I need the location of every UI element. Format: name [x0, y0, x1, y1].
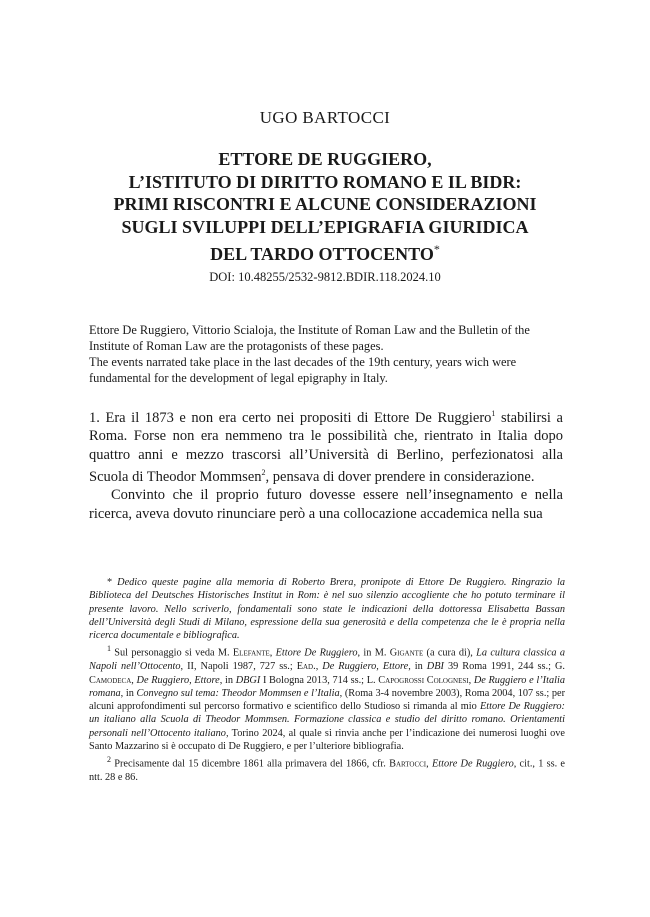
title-line: SUGLI SVILUPPI DELL’EPIGRAFIA GIURIDICA — [121, 216, 529, 237]
author-name: UGO BARTOCCI — [259, 108, 391, 127]
footnote-text: , cit., 1 ss. e ntt. 28 e 86. — [89, 758, 565, 783]
body-text — [89, 405, 563, 523]
doi: DOI: 10.48255/2532-9812.BDIR.118.2024.10 — [209, 270, 441, 284]
work-title: DBI — [426, 661, 444, 673]
title-line-text: DEL TARDO OTTOCENTO — [210, 244, 434, 264]
footnote-text: , — [131, 674, 137, 686]
abstract — [89, 322, 564, 386]
author-ref: Bartocci — [389, 758, 427, 770]
footnote-text: Dedico queste pagine alla memoria di Roberto Brera, pronipote di Ettore De Ruggiero. Ringrazio la Biblioteca del Deutsches Historisches Institut in Rom: è nel suo silenzio accogliente che ho potuto terminare il presente lavoro. Nello scriverlo, fondamentali sono state le indicazioni della dottoressa Elisabetta Bassan dell’Università degli Studi di Milano, espressione della sua generosità e della competenza che le è propria nella ricerca documentale e bibliografica. — [89, 577, 565, 642]
work-title: De Ruggiero e l’Italia romana — [89, 674, 565, 699]
author-ref: Ead. — [296, 661, 316, 673]
footnote-text: , — [426, 758, 432, 770]
footnote-text: I Bologna 2013, 714 ss.; L. — [260, 674, 379, 686]
footnote-text: 39 Roma 1991, 244 ss.; G. — [443, 661, 565, 673]
footnote-text: , in — [408, 661, 427, 673]
title-footnote-mark[interactable]: * — [433, 242, 440, 256]
footnote-text: , — [269, 647, 276, 659]
footnote-mark: 2 — [107, 755, 111, 765]
footnote-text: (Roma 3-4 novembre 2003), Roma 2004, 107 ss.; per alcuni approfondimenti sul percorso formativo e scientifico dello Studioso si rimanda al mio — [89, 687, 566, 713]
work-title: La cultura classica a Napoli nell’Ottocento — [89, 647, 565, 673]
work-title: De Ruggiero, Ettore — [322, 661, 409, 673]
footnote-ref-1[interactable]: 1 — [491, 409, 496, 418]
abstract-paragraph: The events narrated take place in the last decades of the 19th century, years wich were fundamental for the development of legal epigraphy in Italy. — [89, 355, 517, 385]
footnote-text: Sul personaggio si veda M. — [114, 647, 233, 659]
author-ref: Elefante — [232, 647, 270, 659]
work-title: Convegno sul tema: Theodor Mommsen e l’Italia, — [136, 687, 343, 699]
title-line-last — [60, 238, 590, 266]
title-line: ETTORE DE RUGGIERO, — [218, 149, 432, 169]
author-ref: Camodeca — [89, 674, 132, 686]
body-paragraph — [89, 405, 563, 486]
author-ref: Capogrossi Colognesi — [378, 674, 469, 686]
footnote-mark: 1 — [107, 644, 111, 654]
article-title — [60, 148, 590, 266]
footnote-text: Torino 2024, al quale si rinvia anche per l’indicazione dei numerosi luoghi ove Santo Mazzarino si è occupato di De Ruggiero, e per l’ulteriore bibliografia. — [89, 727, 565, 752]
footnote-1 — [89, 642, 565, 753]
work-title: Ettore De Ruggiero: un italiano alla Scuola di Theodor Mommsen. Formazione classica e studio del diritto romano. Orientamenti personali nell’Ottocento italiano, — [89, 701, 565, 739]
footnote-text: , in M. — [357, 647, 390, 659]
footnote-text: (a cura di), — [423, 647, 477, 659]
footnote-ref-2[interactable]: 2 — [261, 468, 266, 478]
footnote-text: , — [468, 674, 474, 686]
footnote-2 — [89, 753, 565, 784]
footnote-text: Precisamente dal 15 dicembre 1861 alla primavera del 1866, cfr. — [114, 758, 390, 770]
footnotes — [89, 576, 565, 784]
work-title: DBGI — [235, 674, 261, 686]
footnote-text: , II, Napoli 1987, 727 ss.; — [180, 661, 297, 673]
footnote-text: , in — [219, 674, 236, 686]
body-paragraph: Convinto che il proprio futuro dovesse essere nell’insegnamento e nella ricerca, aveva dovuto rinunciare però a una collocazione accademica nella sua — [89, 487, 563, 522]
author-ref: Gigante — [389, 647, 424, 659]
body-text-span: 1. Era il 1873 e non era certo nei propositi di Ettore De Ruggiero — [89, 409, 492, 426]
work-title: Ettore De Ruggiero — [431, 758, 514, 770]
work-title: Ettore De Ruggiero — [275, 647, 358, 659]
body-text-span: stabilirsi a Roma. Forse non era nemmeno tra le possibilità che, rientrato in Italia dopo quattro anni e mezzo trascorsi all’Università di Berlino, perfezionatosi alla Scuola di Theodor Mommsen — [89, 409, 563, 485]
title-line: L’ISTITUTO DI DIRITTO ROMANO E IL BIDR: — [128, 171, 522, 192]
work-title: De Ruggiero, Ettore — [136, 674, 220, 686]
abstract-paragraph: Ettore De Ruggiero, Vittorio Scialoja, the Institute of Roman Law and the Bulletin of the Institute of Roman Law are the protagonists of these pages. — [89, 323, 530, 353]
title-line: PRIMI RISCONTRI E ALCUNE CONSIDERAZIONI — [113, 194, 537, 214]
body-text-span: , pensava di dover prendere in considerazione. — [265, 468, 535, 485]
footnote-mark: * — [107, 577, 113, 588]
footnote-text: , — [315, 661, 323, 673]
footnote-star — [89, 576, 565, 642]
footnote-text: , in — [120, 687, 137, 699]
